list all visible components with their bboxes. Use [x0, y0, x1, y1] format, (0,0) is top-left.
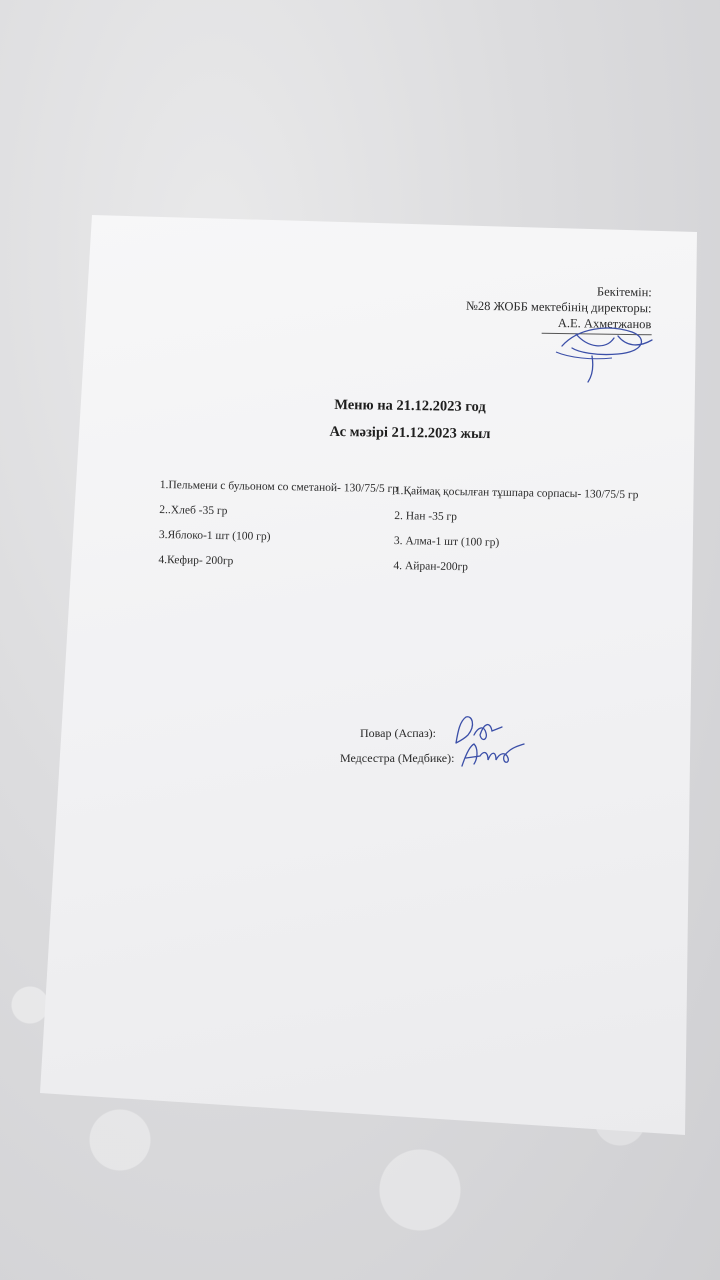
menu-item: 2..Хлеб -35 гр: [159, 503, 228, 518]
menu-item: 1.Пельмени с бульоном со сметаной- 130/75/5 гр: [159, 478, 399, 496]
menu-item: 2. Нан -35 гр: [394, 509, 458, 524]
menu-list-kz: [393, 479, 638, 583]
director-signature: [548, 318, 668, 388]
approval-position: №28 ЖОББ мектебінің директоры:: [466, 298, 653, 316]
approval-heading: Бекітемін:: [597, 284, 653, 300]
menu-list-ru: [158, 473, 398, 577]
menu-item: 4. Айран-200гр: [393, 559, 469, 574]
approval-name: А.Е. Ахметжанов: [558, 315, 652, 332]
nurse-label: Медсестра (Медбике):: [340, 751, 455, 765]
menu-item: 3.Яблоко-1 шт (100 гр): [158, 528, 271, 543]
nurse-signature: [458, 740, 530, 770]
menu-title-kz: Ас мәзірі 21.12.2023 жыл: [329, 423, 491, 443]
menu-item: 1.Қаймақ қосылған тұшпара сорпасы- 130/75/5 гр: [394, 484, 639, 502]
cook-label: Повар (Аспаз):: [360, 726, 437, 740]
menu-title-ru: Меню на 21.12.2023 год: [334, 396, 486, 416]
menu-item: 3. Алма-1 шт (100 гр): [393, 534, 500, 549]
menu-item: 4.Кефир- 200гр: [158, 553, 234, 568]
